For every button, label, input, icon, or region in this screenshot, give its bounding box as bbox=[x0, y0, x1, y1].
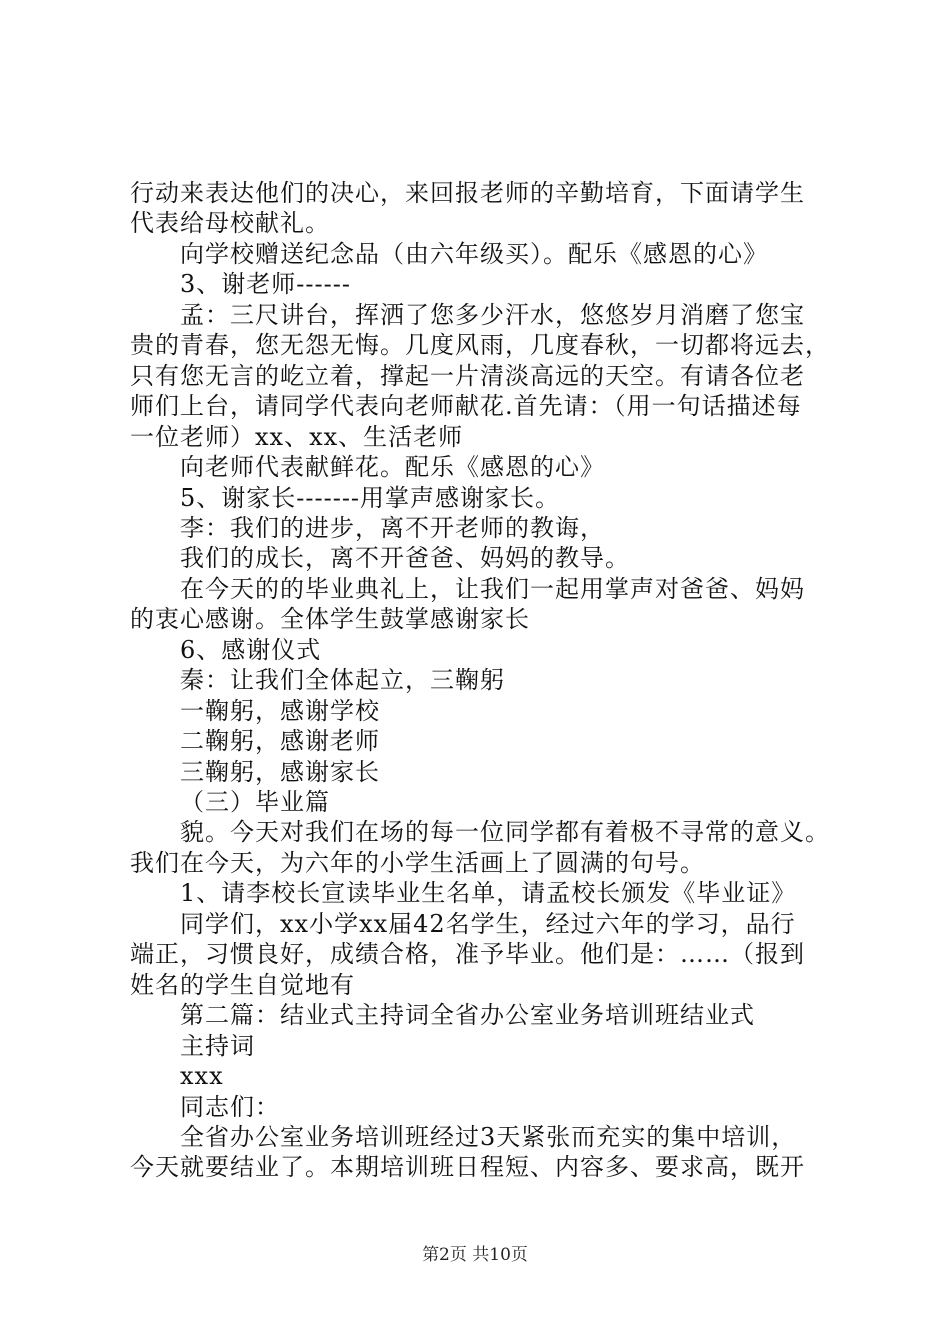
text-line: 我们在今天，为六年的小学生活画上了圆满的句号。 bbox=[130, 848, 705, 877]
text-line: 一位老师）xx、xx、生活老师 bbox=[130, 422, 464, 451]
text-line: 同学们，xx小学xx届42名学生，经过六年的学习，品行 bbox=[180, 909, 796, 938]
text-line: 孟：三尺讲台，挥洒了您多少汗水，悠悠岁月消磨了您宝 bbox=[180, 300, 805, 329]
text-line: 二鞠躬，感谢老师 bbox=[180, 727, 380, 756]
text-line: 师们上台，请同学代表向老师献花.首先请：（用一句话描述每 bbox=[130, 392, 802, 421]
text-line: 6、感谢仪式 bbox=[180, 635, 322, 664]
text-line: 行动来表达他们的决心，来回报老师的辛勤培育，下面请学生 bbox=[130, 179, 805, 207]
text-line: 的衷心感谢。全体学生鼓掌感谢家长 bbox=[130, 605, 530, 634]
text-line: 在今天的的毕业典礼上，让我们一起用掌声对爸爸、妈妈 bbox=[180, 574, 805, 603]
text-line: 代表给母校献礼。 bbox=[130, 209, 330, 238]
text-line: 一鞠躬，感谢学校 bbox=[180, 696, 380, 725]
text-line: 貌。今天对我们在场的每一位同学都有着极不寻常的意义。 bbox=[180, 818, 830, 847]
text-line: 主持词 bbox=[180, 1031, 255, 1060]
text-line: 李：我们的进步，离不开老师的教诲， bbox=[180, 513, 605, 542]
text-line: 向老师代表献鲜花。配乐《感恩的心》 bbox=[180, 453, 605, 482]
text-line: 贵的青春，您无怨无悔。几度风雨，几度春秋，一切都将远去， bbox=[130, 331, 830, 360]
text-line: 今天就要结业了。本期培训班日程短、内容多、要求高，既开 bbox=[130, 1153, 805, 1182]
text-line: 端正，习惯良好，成绩合格，准予毕业。他们是：……（报到 bbox=[130, 940, 805, 969]
text-line: （三）毕业篇 bbox=[180, 788, 330, 816]
text-line: 只有您无言的屹立着，撑起一片清淡高远的天空。有请各位老 bbox=[130, 361, 805, 390]
text-line: 三鞠躬，感谢家长 bbox=[180, 757, 380, 786]
text-line: 全省办公室业务培训班经过3天紧张而充实的集中培训， bbox=[180, 1122, 797, 1151]
text-line: 5、谢家长-------用掌声感谢家长。 bbox=[180, 483, 561, 512]
text-line: 3、谢老师------ bbox=[180, 270, 351, 299]
text-line: 我们的成长，离不开爸爸、妈妈的教导。 bbox=[180, 544, 630, 573]
page-footer: 第2页 共10页 bbox=[422, 1245, 528, 1265]
text-line: 向学校赠送纪念品（由六年级买）。配乐《感恩的心》 bbox=[180, 239, 768, 268]
text-line: 姓名的学生自觉地有 bbox=[130, 970, 355, 999]
text-line: 第二篇：结业式主持词全省办公室业务培训班结业式 bbox=[180, 1001, 755, 1030]
text-line: 同志们： bbox=[180, 1092, 280, 1121]
text-line: xxx bbox=[180, 1062, 224, 1091]
text-line: 1、请李校长宣读毕业生名单，请孟校长颁发《毕业证》 bbox=[180, 879, 797, 908]
text-line: 秦：让我们全体起立，三鞠躬 bbox=[180, 666, 505, 695]
